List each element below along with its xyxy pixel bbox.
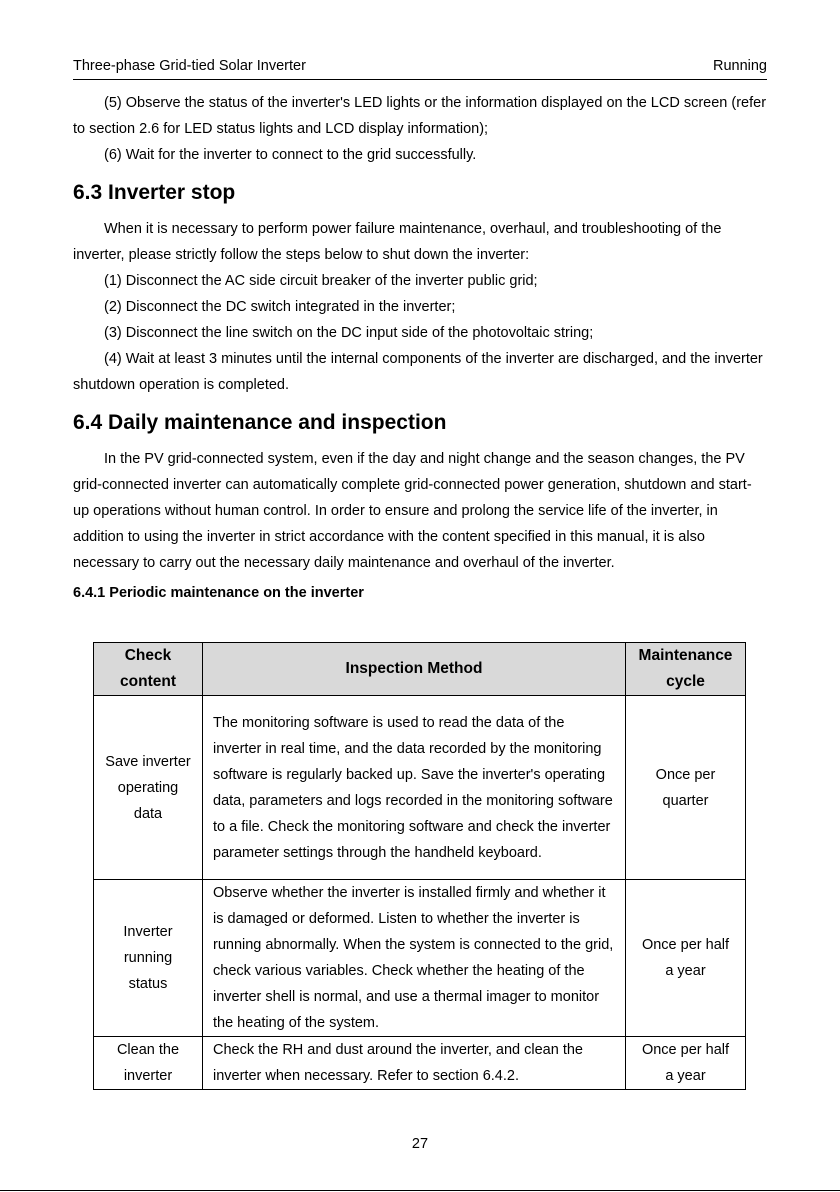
- row-cycle: Once per half a year: [626, 880, 746, 1037]
- stop-step-2: (2) Disconnect the DC switch integrated in the inverter;: [104, 299, 456, 315]
- page-header: [73, 57, 767, 80]
- row-method: Observe whether the inverter is installed firmly and whether it is damaged or deformed. Listen to whether the inverter is running abnormally. When the system is connected to the grid, check various variables. Check whether the heating of the inverter shell is normal, and use a thermal imager to monitor the heating of the system.: [203, 880, 626, 1037]
- header-inspection-method: Inspection Method: [203, 643, 626, 696]
- row-check: Save inverter operating data: [94, 696, 203, 880]
- section-6-3-title: 6.3 Inverter stop: [73, 181, 236, 204]
- table-row: [94, 1037, 746, 1090]
- header-check-content: Check content: [94, 643, 203, 696]
- stop-step-4: (4) Wait at least 3 minutes until the internal components of the inverter are discharged, and the inverter shutdown operation is completed.: [73, 351, 763, 393]
- row-method: The monitoring software is used to read the data of the inverter in real time, and the data recorded by the monitoring software is regularly backed up. Save the inverter's operating data, parameters and logs recorded in the monitoring software to a file. Check the monitoring software and check the inverter parameter settings through the handheld keyboard.: [203, 696, 626, 880]
- bottom-divider: [0, 1190, 840, 1191]
- intro-step-6: (6) Wait for the inverter to connect to the grid successfully.: [104, 147, 477, 163]
- row-check: Clean the inverter: [94, 1037, 203, 1090]
- table-row: [94, 880, 746, 1037]
- section-6-4-title: 6.4 Daily maintenance and inspection: [73, 411, 447, 434]
- page-number: 27: [411, 1136, 429, 1152]
- table-row: [94, 696, 746, 880]
- section-6-4-body: In the PV grid-connected system, even if the day and night change and the season changes, the PV grid-connected inverter can automatically complete grid-connected power generation, shutdown and start-up operations without human control. In order to ensure and prolong the service life of the inverter, in addition to using the inverter in strict accordance with the content specified in this manual, it is also necessary to carry out the necessary daily maintenance and overhaul of the inverter.: [73, 451, 752, 571]
- table-header-row: [94, 643, 746, 696]
- stop-step-3: (3) Disconnect the line switch on the DC input side of the photovoltaic string;: [104, 325, 594, 341]
- header-maintenance-cycle: Maintenance cycle: [626, 643, 746, 696]
- header-chapter: Running: [712, 58, 767, 74]
- row-cycle: Once per half a year: [626, 1037, 746, 1090]
- maintenance-table: [93, 642, 746, 1090]
- section-6-4-1-title: 6.4.1 Periodic maintenance on the inverter: [73, 585, 364, 601]
- page-content: [73, 90, 767, 604]
- header-title: Three-phase Grid-tied Solar Inverter: [73, 58, 306, 74]
- row-check: Inverter running status: [94, 880, 203, 1037]
- row-cycle: Once per quarter: [626, 696, 746, 880]
- section-6-3-intro: When it is necessary to perform power failure maintenance, overhaul, and troubleshooting of the inverter, please strictly follow the steps below to shut down the inverter:: [73, 221, 722, 263]
- stop-step-1: (1) Disconnect the AC side circuit breaker of the inverter public grid;: [104, 273, 538, 289]
- row-method: Check the RH and dust around the inverter, and clean the inverter when necessary. Refer to section 6.4.2.: [203, 1037, 626, 1090]
- intro-step-5: (5) Observe the status of the inverter's LED lights or the information displayed on the LCD screen (refer to section 2.6 for LED status lights and LCD display information);: [73, 95, 767, 137]
